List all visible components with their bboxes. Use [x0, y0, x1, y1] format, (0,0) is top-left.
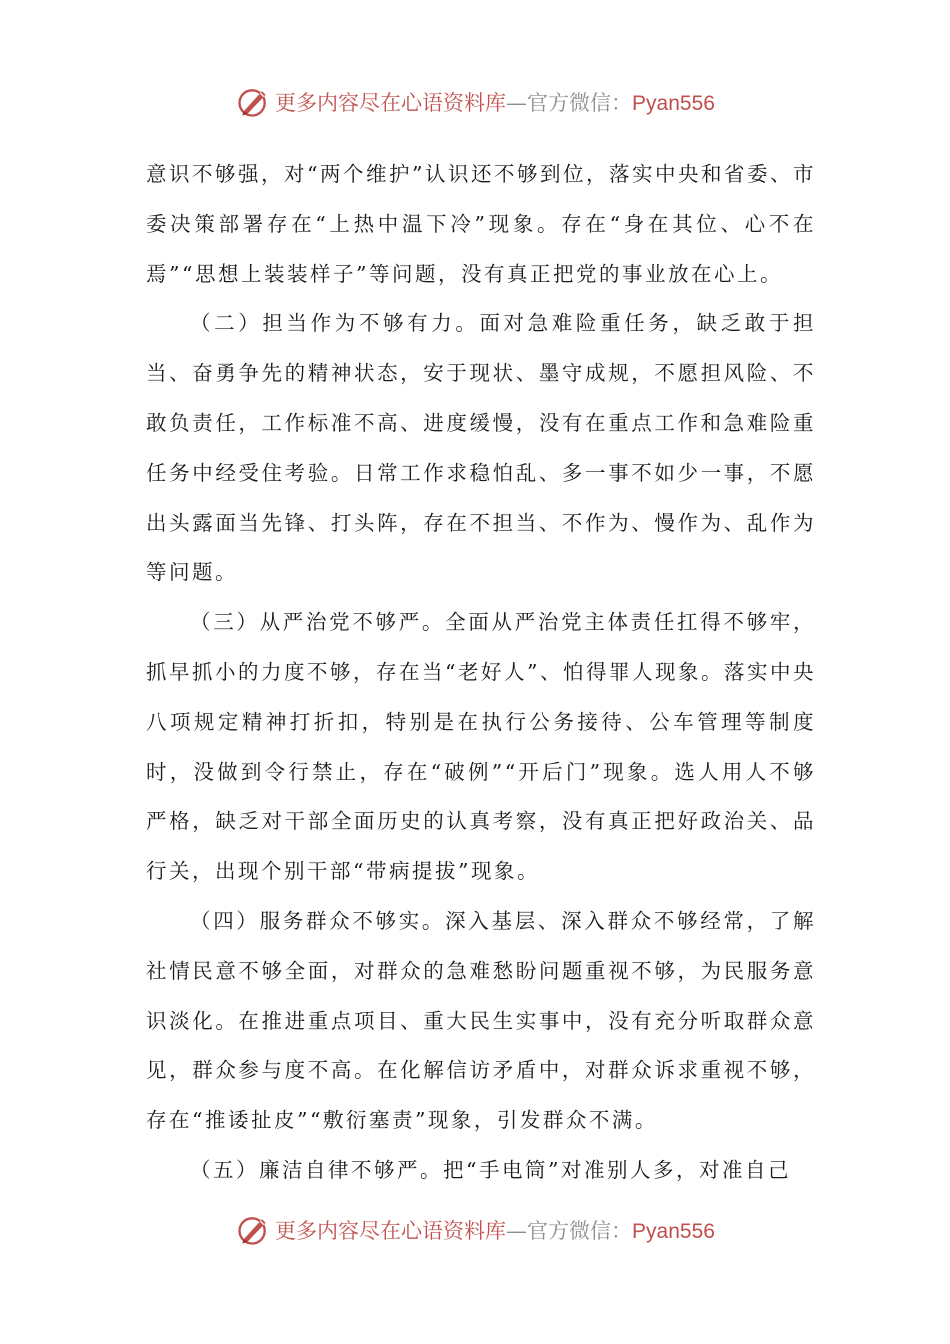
header-banner-label: 官方微信： [527, 91, 633, 115]
footer-banner-text [275, 1215, 715, 1245]
footer-banner-main: 更多内容尽在心语资料库 [275, 1219, 507, 1243]
header-banner-dash: — [506, 91, 528, 115]
pen-logo-icon [235, 1212, 271, 1248]
header-banner-wechat-id: Pyan556 [632, 92, 715, 115]
document-body [146, 150, 816, 1196]
header-banner [0, 80, 950, 124]
footer-banner-label: 官方微信： [527, 1219, 633, 1243]
paragraph-section-4: （四）服务群众不够实。深入基层、深入群众不够经常，了解社情民意不够全面，对群众的急难愁盼问题重视不够，为民服务意识淡化。在推进重点项目、重大民生实事中，没有充分听取群众意见，群众参与度不高。在化解信访矛盾中，对群众诉求重视不够，存在“推诿扯皮”“敷衍塞责”现象，引发群众不满。 [146, 908, 816, 1133]
paragraph-section-5: （五）廉洁自律不够严。把“手电筒”对准别人多，对准自己 [190, 1157, 791, 1182]
paragraph-section-3: （三）从严治党不够严。全面从严治党主体责任扛得不够牢，抓早抓小的力度不够，存在当“老好人”、怕得罪人现象。落实中央八项规定精神打折扣，特别是在执行公务接待、公车管理等制度时，没做到令行禁止，存在“破例”“开后门”现象。选人用人不够严格，缺乏对干部全面历史的认真考察，没有真正把好政治关、品行关，出现个别干部“带病提拔”现象。 [146, 610, 816, 884]
footer-banner-dash: — [506, 1219, 528, 1243]
pen-logo-icon [235, 84, 271, 120]
paragraph-section-2: （二）担当作为不够有力。面对急难险重任务，缺乏敢于担当、奋勇争先的精神状态，安于现状、墨守成规，不愿担风险、不敢负责任，工作标准不高、进度缓慢，没有在重点工作和急难险重任务中经受住考验。日常工作求稳怕乱、多一事不如少一事，不愿出头露面当先锋、打头阵，存在不担当、不作为、慢作为、乱作为等问题。 [146, 311, 816, 585]
paragraph-continuation: 意识不够强，对“两个维护”认识还不够到位，落实中央和省委、市委决策部署存在“上热中温下冷”现象。存在“身在其位、心不在焉”“思想上装装样子”等问题，没有真正把党的事业放在心上。 [146, 162, 816, 286]
footer-banner-wechat-id: Pyan556 [632, 1220, 715, 1243]
footer-banner [0, 1208, 950, 1252]
header-banner-main: 更多内容尽在心语资料库 [275, 91, 507, 115]
header-banner-text [275, 87, 715, 117]
